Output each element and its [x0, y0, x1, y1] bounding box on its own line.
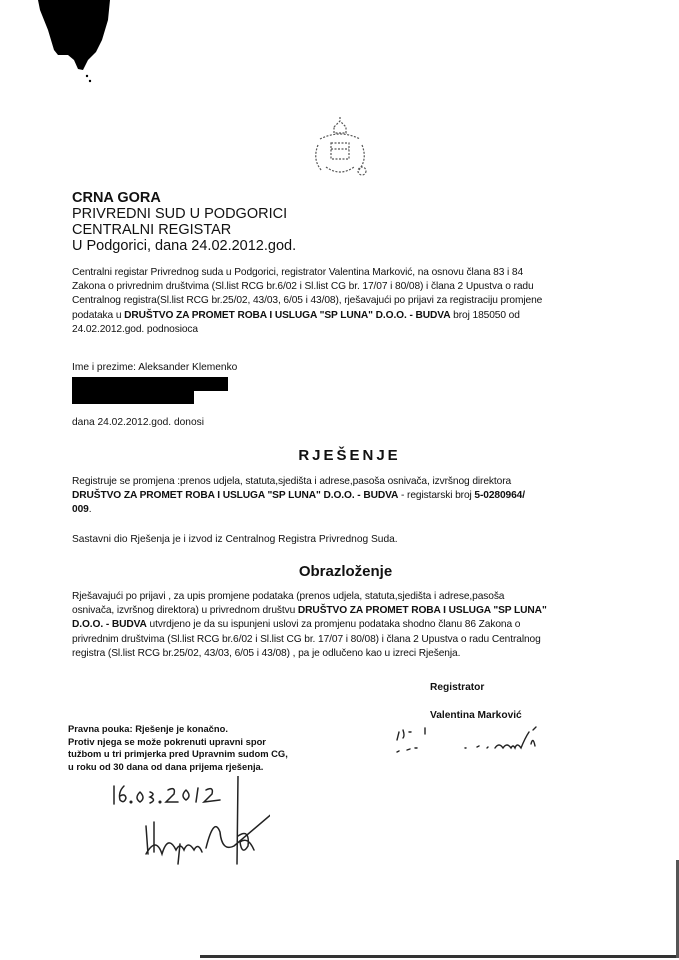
text: podataka u — [72, 309, 125, 321]
legal-notice — [68, 723, 288, 773]
company-name: DRUŠTVO ZA PROMET ROBA I USLUGA "SP LUNA" D.O.O. - BUDVA — [72, 490, 399, 502]
text: utvrdjeno je da su ispunjeni uslovi za promjenu podataka shodno članu 86 Zakona o — [146, 619, 521, 631]
intro-line: Centralnog registra(Sl.list RCG br.25/02, 43/03, 6/05 i 43/08), rješavajući po prijavi za registraciju promjene — [72, 295, 543, 307]
company-name: D.O.O. - BUDVA — [72, 619, 147, 631]
legal-line: u roku od 30 dana od dana prijema rješenja. — [68, 760, 264, 772]
coat-of-arms-icon — [300, 115, 380, 185]
reasoning-line — [72, 604, 672, 618]
ink-blot-mark — [38, 0, 118, 90]
registration-number: 5-0280964/ — [474, 490, 525, 502]
decision-line — [72, 489, 672, 503]
reasoning-line: privrednim društvima (Sl.list RCG br.6/02 i Sl.list CG br. 17/07 i 80/08) i člana 2 Upustva o radu Centralnog — [72, 633, 541, 645]
registry-name: CENTRALNI REGISTAR — [72, 222, 232, 238]
registrator-name: Valentina Marković — [430, 710, 522, 721]
reasoning-title: Obrazloženje — [298, 563, 393, 580]
registration-number-suffix: 009 — [72, 504, 89, 516]
intro-line — [72, 309, 672, 323]
reasoning-paragraph — [72, 590, 672, 661]
reasoning-line — [72, 618, 672, 632]
place-date: U Podgorici, dana 24.02.2012.god. — [72, 238, 297, 254]
redaction-bar — [72, 391, 194, 404]
company-name: DRUŠTVO ZA PROMET ROBA I USLUGA "SP LUNA" D.O.O. - BUDVA — [124, 309, 451, 321]
decision-paragraph — [72, 475, 672, 518]
decision-line — [72, 503, 672, 517]
intro-line: Zakona o privrednim društvima (Sl.list RCG br.6/02 i Sl.list CG br. 17/07 i 80/08) i člana 2 Upustva o radu — [72, 281, 534, 293]
country-name: CRNA GORA — [72, 190, 161, 206]
legal-line: Pravna pouka: Rješenje je konačno. — [68, 723, 228, 734]
handwritten-date-and-signature — [110, 776, 270, 866]
applicant-name: Ime i prezime: Aleksander Klemenko — [72, 362, 238, 373]
text: - registarski broj — [398, 490, 475, 502]
court-name: PRIVREDNI SUD U PODGORICI — [72, 206, 288, 222]
reasoning-line: registra (Sl.list RCG br.25/02, 43/03, 6/05 i 43/08) , pa je odlučeno kao u izreci Rješenja. — [72, 647, 461, 659]
legal-line: Protiv njega se može pokrenuti upravni spor — [68, 735, 266, 747]
text: . — [88, 504, 92, 516]
redaction-bar — [72, 377, 228, 391]
decision-line: Registruje se promjena :prenos udjela, statuta,sjedišta i adrese,pasoša osnivača, izvršnog direktora — [72, 476, 512, 487]
company-name: DRUŠTVO ZA PROMET ROBA I USLUGA "SP LUNA" — [297, 605, 547, 617]
text: broj 185050 od — [450, 309, 520, 321]
document-header — [72, 190, 296, 254]
scan-edge — [200, 955, 679, 958]
extract-note: Sastavni dio Rješenja je i izvod iz Centralnog Registra Privrednog Suda. — [72, 534, 398, 545]
intro-line: Centralni registar Privrednog suda u Podgorici, registrator Valentina Marković, na osnovu člana 83 i 84 — [72, 267, 524, 278]
text: osnivača, izvršnog direktora) u privrednom društvu — [72, 605, 298, 617]
registrator-label: Registrator — [430, 682, 485, 693]
registrator-signature — [395, 718, 545, 758]
intro-line: 24.02.2012.god. podnosioca — [72, 323, 198, 335]
issued-line: dana 24.02.2012.god. donosi — [72, 417, 204, 428]
legal-line: tužbom u tri primjerka pred Upravnim sudom CG, — [68, 748, 288, 760]
decision-title: RJEŠENJE — [298, 447, 401, 464]
intro-paragraph — [72, 266, 672, 337]
reasoning-line: Rješavajući po prijavi , za upis promjene podataka (prenos udjela, statuta,sjedišta i adrese,pasoša — [72, 591, 505, 602]
